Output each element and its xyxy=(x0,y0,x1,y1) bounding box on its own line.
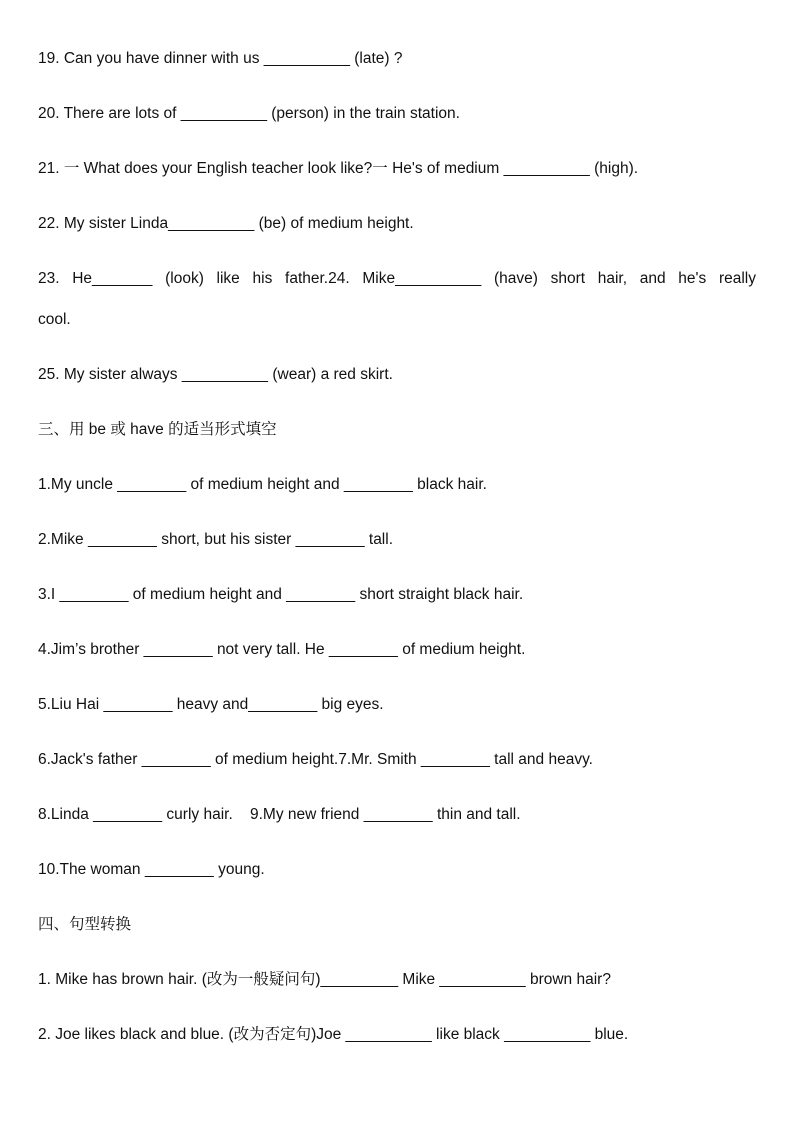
question-22: 22. My sister Linda__________ (be) of medium height. xyxy=(38,215,414,232)
section-3-item-6-7: 6.Jack's father ________ of medium height.7.Mr. Smith ________ tall and heavy. xyxy=(38,751,593,768)
section-3-item-5: 5.Liu Hai ________ heavy and________ big eyes. xyxy=(38,696,384,713)
question-23-24: 23. He_______ (look) like his father.24. Mike__________ (have) short hair, and he's really xyxy=(38,270,756,287)
section-3-item-4: 4.Jim’s brother ________ not very tall. He ________ of medium height. xyxy=(38,641,526,658)
question-23-24-continuation: cool. xyxy=(38,311,71,328)
section-3-item-10: 10.The woman ________ young. xyxy=(38,861,265,878)
question-21: 21. 一 What does your English teacher look like?一 He's of medium __________ (high). xyxy=(38,160,639,177)
question-25: 25. My sister always __________ (wear) a red skirt. xyxy=(38,366,393,383)
section-3-item-8-9: 8.Linda ________ curly hair. 9.My new friend ________ thin and tall. xyxy=(38,806,521,823)
section-3-item-2: 2.Mike ________ short, but his sister ________ tall. xyxy=(38,531,394,548)
section-4-heading: 四、句型转换 xyxy=(38,916,132,933)
section-3-item-1: 1.My uncle ________ of medium height and ________ black hair. xyxy=(38,476,487,493)
section-3-item-3: 3.I ________ of medium height and ________ short straight black hair. xyxy=(38,586,524,603)
question-19: 19. Can you have dinner with us __________ (late) ? xyxy=(38,50,403,67)
section-3-heading: 三、用 be 或 have 的适当形式填空 xyxy=(38,421,277,438)
section-4-item-1: 1. Mike has brown hair. (改为一般疑问句)_________ Mike __________ brown hair? xyxy=(38,971,611,988)
question-20: 20. There are lots of __________ (person) in the train station. xyxy=(38,105,460,122)
section-4-item-2: 2. Joe likes black and blue. (改为否定句)Joe __________ like black __________ blue. xyxy=(38,1026,629,1043)
